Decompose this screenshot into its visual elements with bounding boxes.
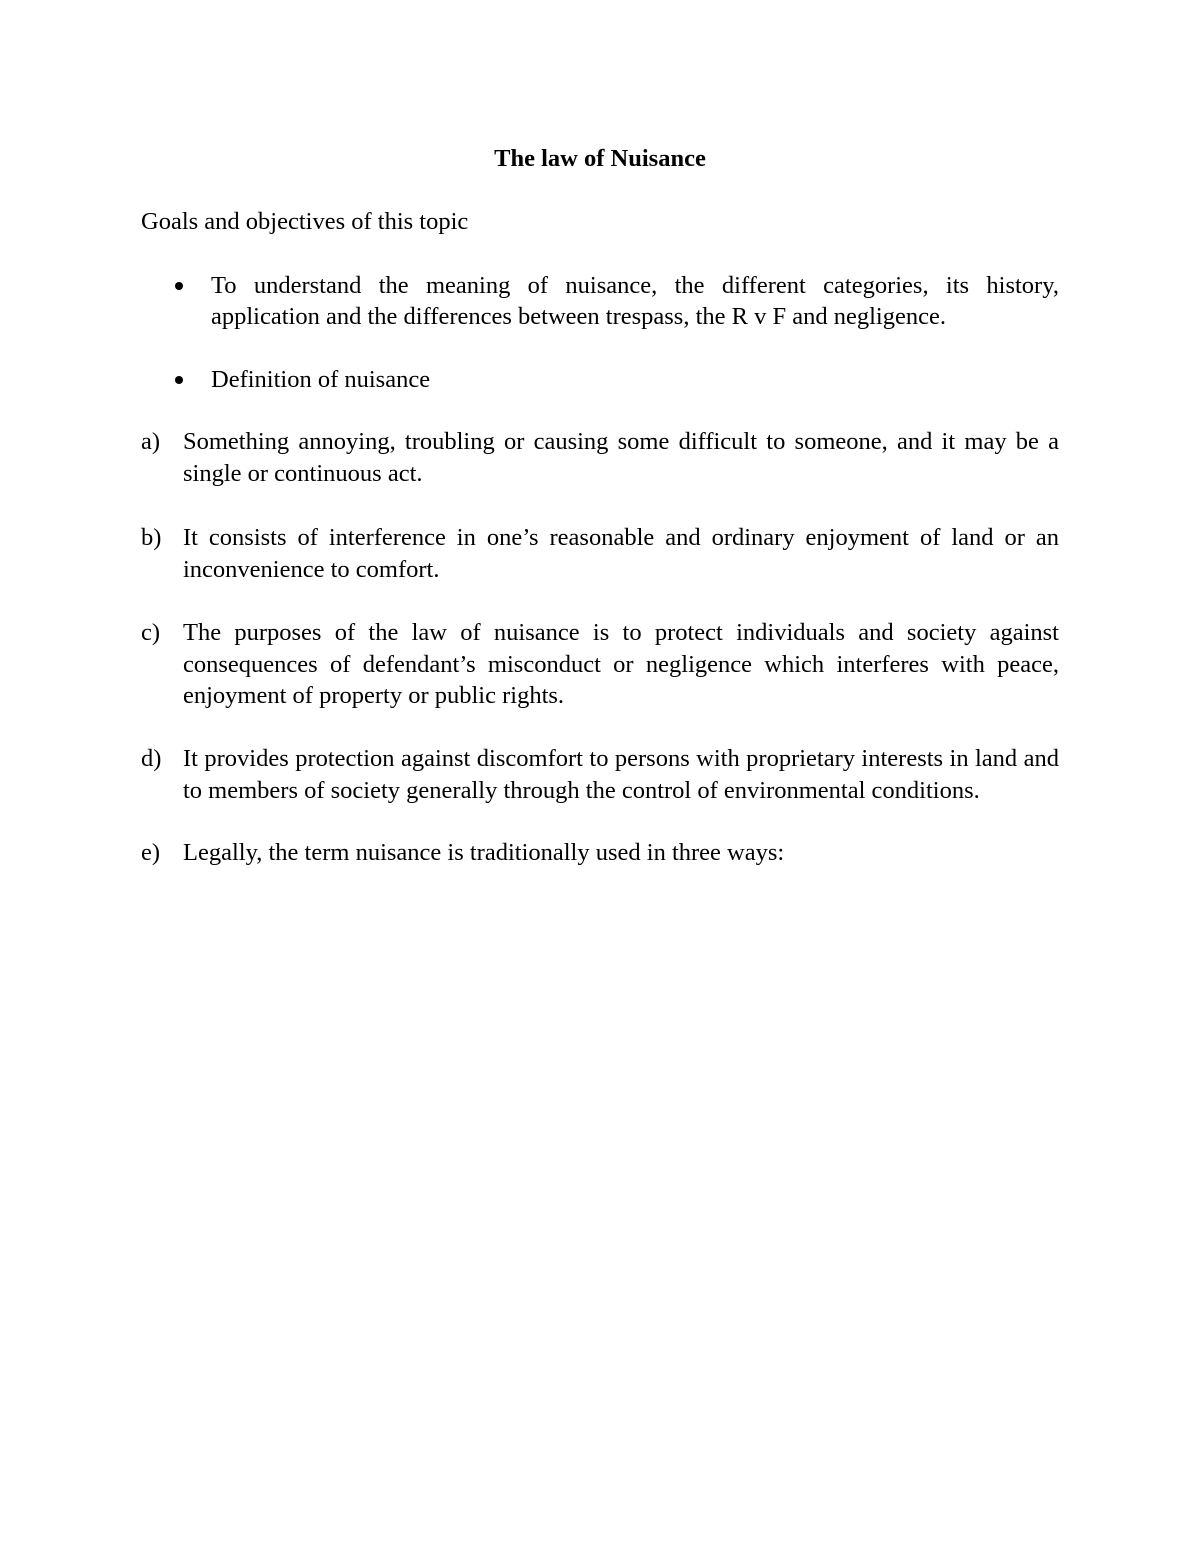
goals-heading: Goals and objectives of this topic [141, 208, 469, 235]
list-item-text: Something annoying, troubling or causing some difficult to someone, and it may be a single or continuous act. [183, 428, 1059, 487]
list-item [141, 426, 1059, 489]
list-marker: b) [141, 524, 162, 551]
list-item [141, 617, 1059, 712]
list-item [141, 837, 1059, 869]
bullet-icon [175, 282, 183, 290]
list-marker: e) [141, 839, 161, 866]
list-marker: a) [141, 428, 161, 455]
list-item [141, 743, 1059, 806]
list-marker: d) [141, 745, 162, 772]
bullet-item [211, 270, 1059, 332]
list-item-text: Legally, the term nuisance is traditionally used in three ways: [183, 839, 785, 866]
bullet-text: To understand the meaning of nuisance, the different categories, its history, application and the differences between trespass, the R v F and negligence. [211, 272, 1059, 330]
bullet-icon [175, 376, 183, 384]
bullet-text: Definition of nuisance [211, 366, 431, 393]
list-item [141, 522, 1059, 585]
bullet-item [211, 364, 1059, 395]
list-item-text: It provides protection against discomfort to persons with proprietary interests in land and to members of society generally through the control of environmental conditions. [183, 745, 1059, 804]
document-title: The law of Nuisance [494, 145, 706, 172]
list-marker: c) [141, 619, 161, 646]
list-item-text: The purposes of the law of nuisance is to protect individuals and society against consequences of defendant’s misconduct or negligence which interferes with peace, enjoyment of property or public rights. [183, 619, 1059, 709]
list-item-text: It consists of interference in one’s reasonable and ordinary enjoyment of land or an inconvenience to comfort. [183, 524, 1059, 583]
